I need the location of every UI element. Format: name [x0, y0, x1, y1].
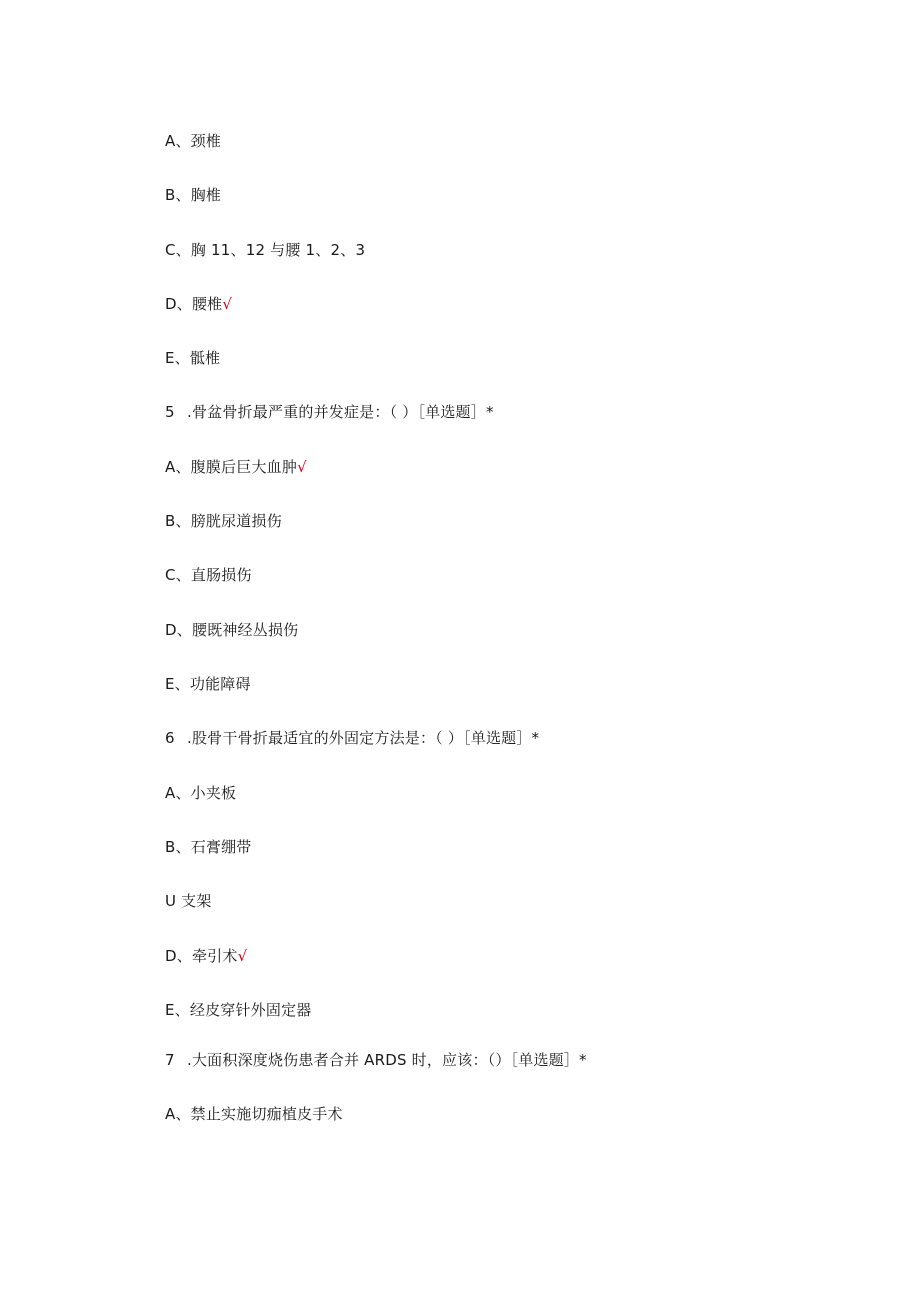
question-number: 6 — [165, 729, 175, 747]
option-text: D、腰椎 — [165, 295, 223, 313]
option-text: D、腰既神经丛损伤 — [165, 621, 299, 639]
option-text: E、功能障碍 — [165, 675, 251, 693]
option-line — [165, 511, 282, 531]
question-number: 7 — [165, 1051, 175, 1069]
question-line — [165, 1050, 587, 1070]
option-text: B、膀胱尿道损伤 — [165, 512, 282, 530]
option-line — [165, 837, 252, 857]
option-text: B、胸椎 — [165, 186, 222, 204]
option-line — [165, 891, 212, 911]
option-line — [165, 457, 307, 477]
option-text: E、经皮穿针外固定器 — [165, 1001, 312, 1019]
option-line — [165, 783, 236, 803]
option-line — [165, 294, 232, 314]
option-line — [165, 1000, 311, 1020]
option-line — [165, 620, 298, 640]
question-text: .骨盆骨折最严重的并发症是：（ ）［单选题］* — [187, 403, 494, 421]
option-text: E、骶椎 — [165, 349, 221, 367]
option-text: D、牵引术 — [165, 947, 238, 965]
option-text: A、小夹板 — [165, 784, 237, 802]
question-line — [165, 728, 539, 748]
correct-check-mark: √ — [222, 295, 233, 313]
option-text: C、直肠损伤 — [165, 566, 252, 584]
option-line — [165, 185, 221, 205]
option-line — [165, 240, 365, 260]
option-line — [165, 348, 220, 368]
question-text: .大面积深度烧伤患者合并 ARDS 时，应该：（）［单选题］* — [187, 1051, 587, 1069]
option-text: A、颈椎 — [165, 132, 222, 150]
option-line — [165, 674, 251, 694]
option-line — [165, 131, 221, 151]
option-text: C、胸 11、12 与腰 1、2、3 — [165, 241, 366, 259]
correct-check-mark: √ — [297, 458, 307, 476]
option-line — [165, 565, 252, 585]
option-line — [165, 946, 247, 966]
option-text: A、腹膜后巨大血肿 — [165, 458, 298, 476]
option-text: A、禁止实施切痂植皮手术 — [165, 1105, 343, 1123]
question-text: .股骨干骨折最适宜的外固定方法是：（ ）［单选题］* — [187, 729, 540, 747]
option-line — [165, 1104, 343, 1124]
option-text: U 支架 — [165, 892, 212, 910]
question-number: 5 — [165, 403, 175, 421]
question-line — [165, 402, 494, 422]
option-text: B、石膏绷带 — [165, 838, 252, 856]
correct-check-mark: √ — [237, 947, 248, 965]
